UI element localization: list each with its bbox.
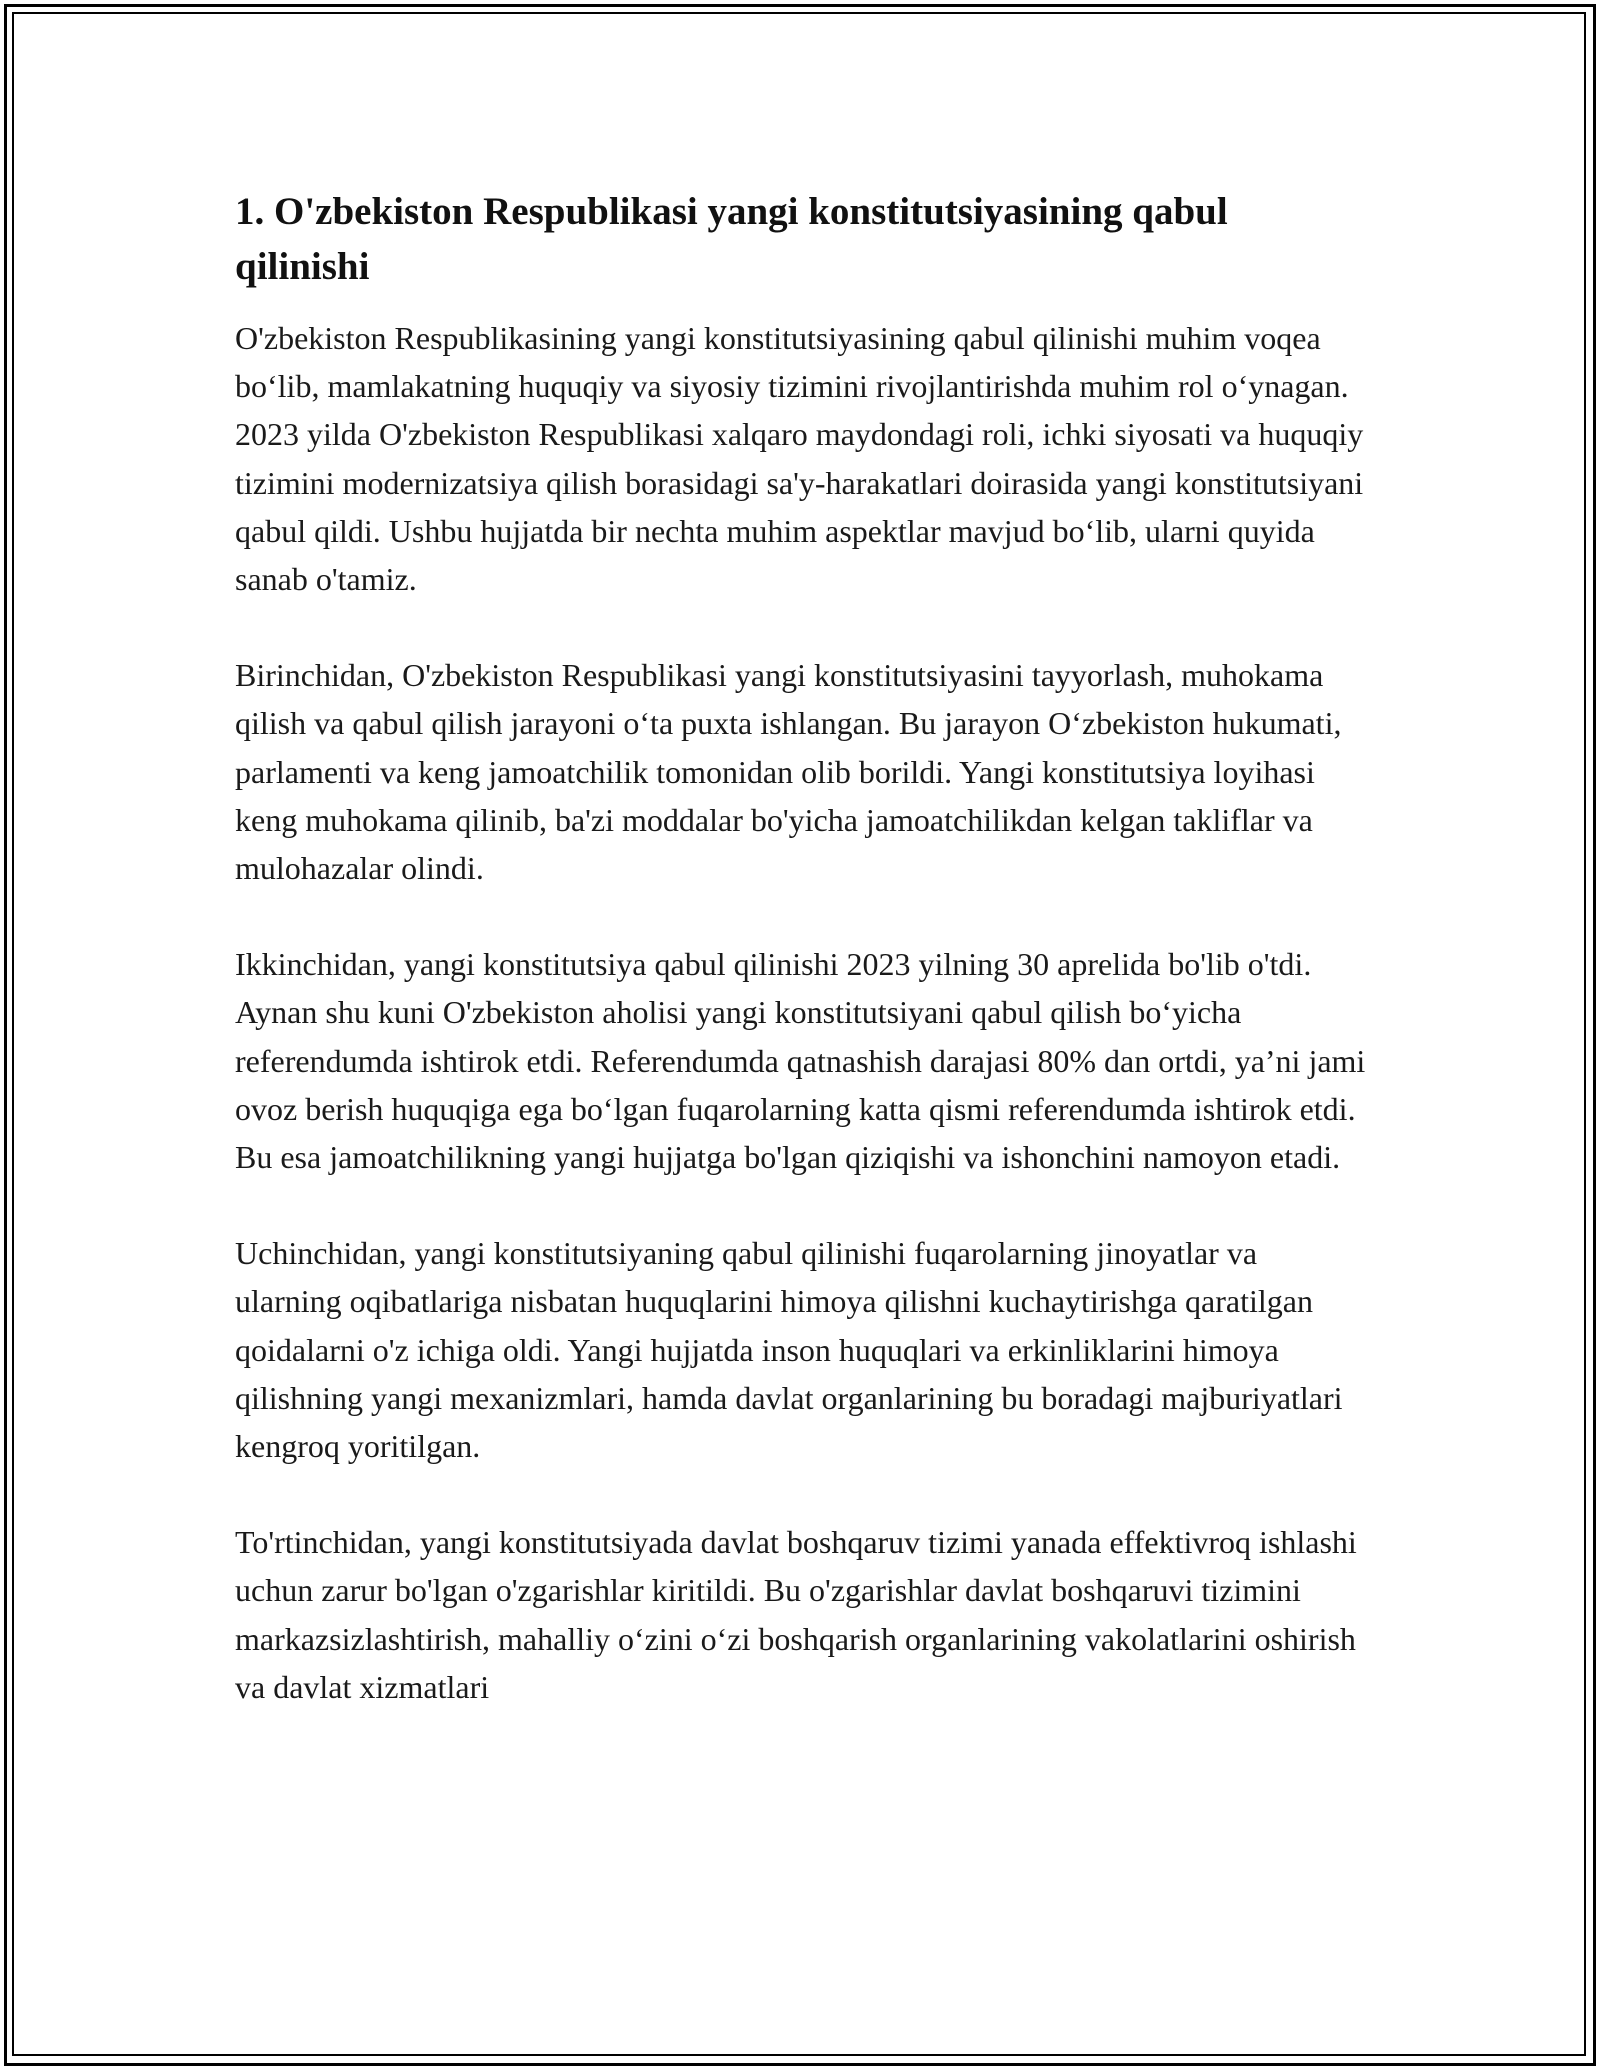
paragraph-first: Birinchidan, O'zbekiston Respublikasi yangi konstitutsiyasini tayyorlash, muhokama qilish va qabul qilish jarayoni o‘ta puxta ishlangan. Bu jarayon O‘zbekiston hukumati, parlamenti va keng jamoatchilik tomonidan olib borildi. Yangi konstitutsiya loyihasi keng muhokama qilinib, ba'zi moddalar bo'yicha jamoatchilikdan kelgan takliflar va mulohazalar olindi.	[235, 657, 1342, 887]
page-title: 1. O'zbekiston Respublikasi yangi konstitutsiyasining qabul qilinishi	[235, 190, 1228, 288]
paragraph-third: Uchinchidan, yangi konstitutsiyaning qabul qilinishi fuqarolarning jinoyatlar va ularning oqibatlariga nisbatan huquqlarini himoya qilishni kuchaytirishga qaratilgan qoidalarni o'z ichiga oldi. Yangi hujjatda inson huquqlari va erkinliklarini himoya qilishning yangi mexanizmlari, hamda davlat organlarining bu boradagi majburiyatlari kengroq yoritilgan.	[235, 1235, 1343, 1465]
paragraph-second: Ikkinchidan, yangi konstitutsiya qabul qilinishi 2023 yilning 30 aprelida bo'lib o'tdi. Aynan shu kuni O'zbekiston aholisi yangi konstitutsiyani qabul qilish bo‘yicha referendumda ishtirok etdi. Referendumda qatnashish darajasi 80% dan ortdi, ya’ni jami ovoz berish huquqiga ega bo‘lgan fuqarolarning katta qismi referendumda ishtirok etdi. Bu esa jamoatchilikning yangi hujjatga bo'lgan qiziqishi va ishonchini namoyon etadi.	[235, 946, 1366, 1176]
paragraph-intro: O'zbekiston Respublikasining yangi konstitutsiyasining qabul qilinishi muhim voqea bo‘lib, mamlakatning huquqiy va siyosiy tizimini rivojlantirishda muhim rol o‘ynagan. 2023 yilda O'zbekiston Respublikasi xalqaro maydondagi roli, ichki siyosati va huquqiy tizimini modernizatsiya qilish borasidagi sa'y-harakatlari doirasida yangi konstitutsiyani qabul qildi. Ushbu hujjatda bir nechta muhim aspektlar mavjud bo‘lib, ularni quyida sanab o'tamiz.	[235, 320, 1364, 598]
document-body	[235, 184, 1370, 1759]
paragraph-fourth: To'rtinchidan, yangi konstitutsiyada davlat boshqaruv tizimi yanada effektivroq ishlashi uchun zarur bo'lgan o'zgarishlar kiritildi. Bu o'zgarishlar davlat boshqaruvi tizimini markazsizlashtirish, mahalliy o‘zini o‘zi boshqarish organlarining vakolatlarini oshirish va davlat xizmatlari	[235, 1524, 1357, 1705]
